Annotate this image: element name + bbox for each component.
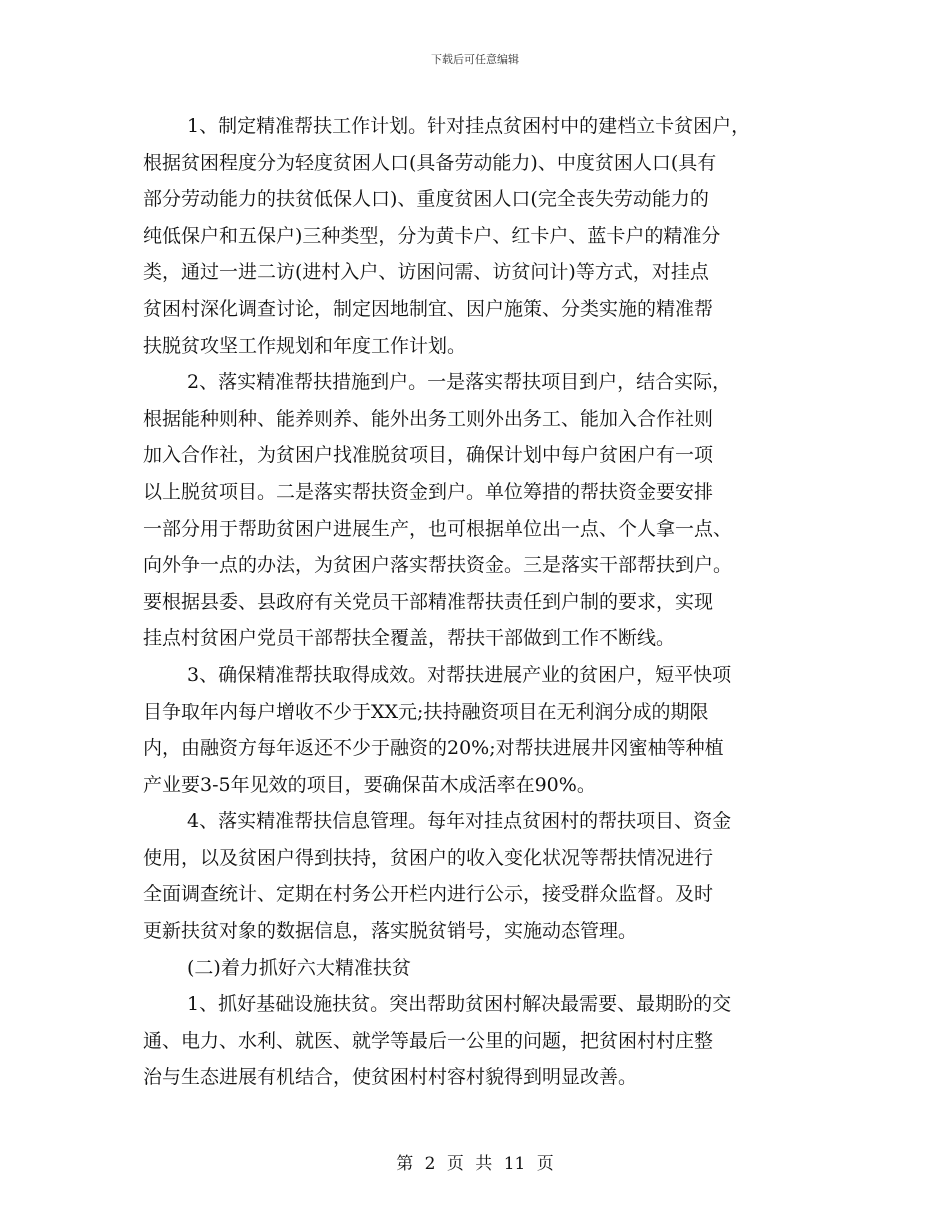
paragraph xyxy=(143,364,818,657)
text-line: 目争取年内每户增收不少于XX元;扶持融资项目在无利润分成的期限 xyxy=(143,700,709,723)
page-header: 下载后可任意编辑 xyxy=(431,53,519,66)
text-line: 贫困村深化调查讨论，制定因地制宜、因户施策、分类实施的精准帮 xyxy=(143,297,714,320)
text-line: 4、落实精准帮扶信息管理。每年对挂点贫困村的帮扶项目、资金 xyxy=(187,810,732,833)
text-line: 1、抓好基础设施扶贫。突出帮助贫困村解决最需要、最期盼的交 xyxy=(187,993,732,1016)
paragraph xyxy=(143,803,818,949)
text-line: 3、确保精准帮扶取得成效。对帮扶进展产业的贫困户，短平快项 xyxy=(187,663,732,686)
text-line: 内，由融资方每年返还不少于融资的20%;对帮扶进展井冈蜜柚等种植 xyxy=(143,737,724,760)
text-line: 纯低保户和五保户)三种类型，分为黄卡户、红卡户、蓝卡户的精准分 xyxy=(143,224,721,247)
text-line: 以上脱贫项目。二是落实帮扶资金到户。单位筹措的帮扶资金要安排 xyxy=(143,480,714,503)
heading-line: (二)着力抓好六大精准扶贫 xyxy=(187,956,411,979)
text-line: 要根据县委、县政府有关党员干部精准帮扶责任到户制的要求，实现 xyxy=(143,590,714,613)
text-line: 加入合作社，为贫困户找准脱贫项目，确保计划中每户贫困户有一项 xyxy=(143,444,714,467)
text-line: 产业要3-5年见效的项目，要确保苗木成活率在90%。 xyxy=(143,773,596,796)
document-body xyxy=(143,108,818,1096)
text-line: 使用，以及贫困户得到扶持，贫困户的收入变化状况等帮扶情况进行 xyxy=(143,846,714,869)
page-footer: 第 2 页 共 11 页 xyxy=(396,1154,554,1174)
text-line: 根据能种则种、能养则养、能外出务工则外出务工、能加入合作社则 xyxy=(143,407,714,430)
text-line: 2、落实精准帮扶措施到户。一是落实帮扶项目到户，结合实际， xyxy=(187,371,732,394)
text-line: 类，通过一进二访(进村入户、访困问需、访贫问计)等方式，对挂点 xyxy=(143,261,709,284)
text-line: 全面调查统计、定期在村务公开栏内进行公示，接受群众监督。及时 xyxy=(143,883,714,906)
text-line: 根据贫困程度分为轻度贫困人口(具备劳动能力)、中度贫困人口(具有 xyxy=(143,151,717,174)
text-line: 挂点村贫困户党员干部帮扶全覆盖，帮扶干部做到工作不断线。 xyxy=(143,627,676,650)
text-line: 治与生态进展有机结合，使贫困村村容村貌得到明显改善。 xyxy=(143,1066,638,1089)
section-heading xyxy=(143,950,818,987)
text-line: 向外争一点的办法，为贫困户落实帮扶资金。三是落实干部帮扶到户。 xyxy=(143,554,733,577)
paragraph xyxy=(143,108,818,364)
text-line: 通、电力、水利、就医、就学等最后一公里的问题，把贫困村村庄整 xyxy=(143,1029,714,1052)
text-line: 部分劳动能力的扶贫低保人口)、重度贫困人口(完全丧失劳动能力的 xyxy=(143,188,709,211)
paragraph xyxy=(143,986,818,1096)
text-line: 扶脱贫攻坚工作规划和年度工作计划。 xyxy=(143,334,467,357)
paragraph xyxy=(143,657,818,803)
text-line: 一部分用于帮助贫困户进展生产，也可根据单位出一点、个人拿一点、 xyxy=(143,517,733,540)
text-line: 更新扶贫对象的数据信息，落实脱贫销号，实施动态管理。 xyxy=(143,920,638,943)
text-line: 1、制定精准帮扶工作计划。针对挂点贫困村中的建档立卡贫困户， xyxy=(187,115,751,137)
